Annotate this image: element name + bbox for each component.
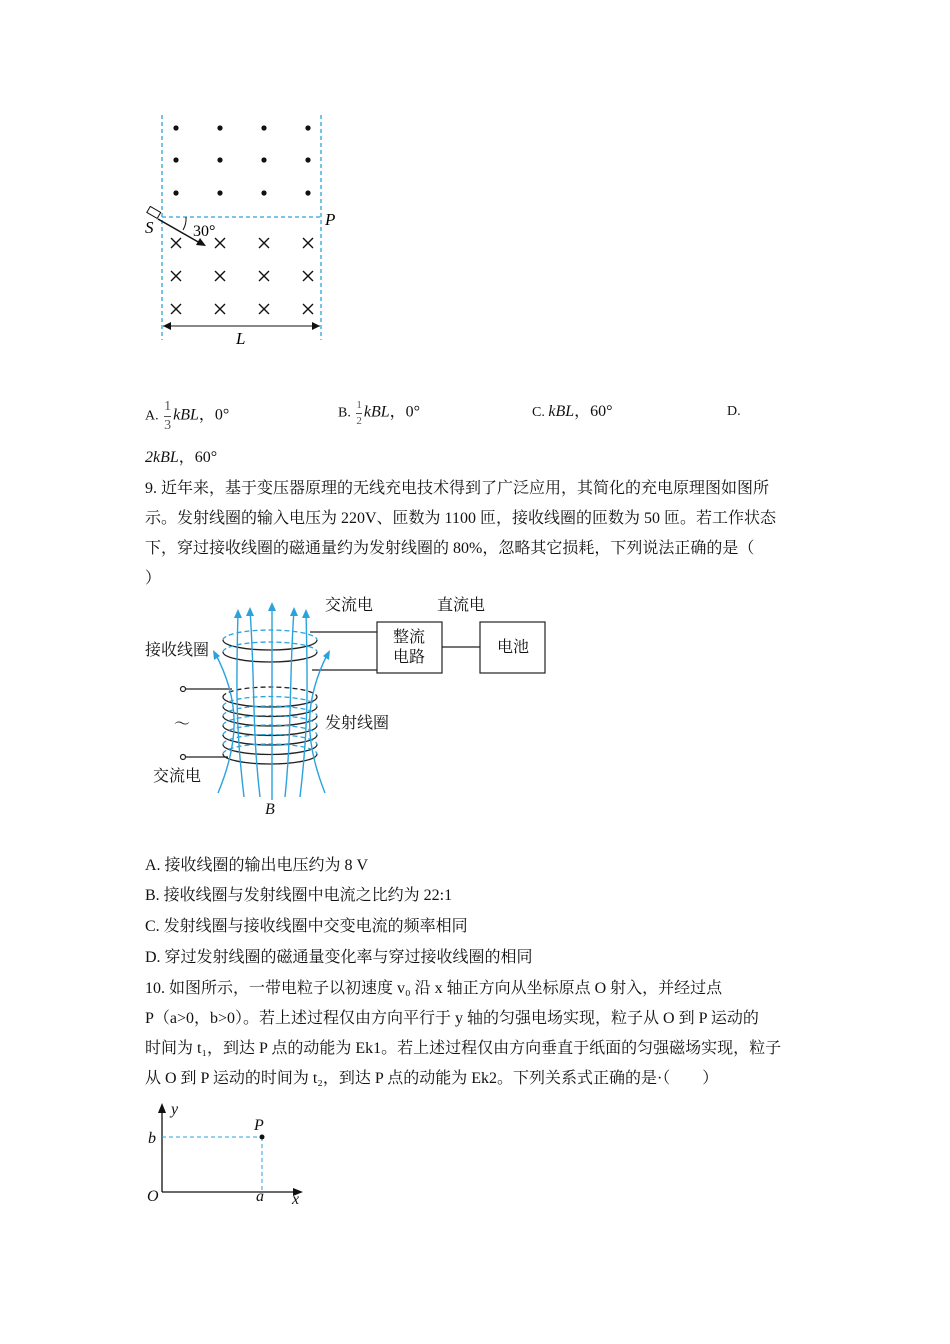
label-b-field: B	[265, 801, 275, 818]
label-transmitter: 发射线圈	[325, 715, 390, 732]
field-dot	[261, 190, 266, 195]
field-cross	[215, 271, 225, 281]
option-letter: C.	[532, 405, 545, 420]
option-b[interactable]: B. $\frac{1}{2}$ kBL，0°	[338, 399, 421, 427]
field-dot	[305, 190, 310, 195]
option-a[interactable]: A. $\frac{1}{3}$ kBL，0°	[145, 399, 230, 433]
label-ac-bottom: 交流电	[153, 768, 202, 785]
field-dot	[305, 125, 310, 130]
field-dot	[305, 157, 310, 162]
wireless-charging-figure	[181, 602, 546, 800]
label-y: y	[171, 1101, 179, 1118]
q9-option-b[interactable]: B. 接收线圈与发射线圈中电流之比约为 22:1	[145, 887, 453, 904]
field-dot	[217, 157, 222, 162]
q10-line: 时间为 t₁，到达 P 点的动能为 Ek1。若上述过程仅由方向垂直于纸面的匀强磁场实现，粒子	[145, 1040, 782, 1057]
option-d-letter[interactable]: D.	[727, 404, 741, 419]
option-letter: B.	[338, 405, 351, 421]
terminal	[181, 687, 186, 692]
field-dot	[217, 190, 222, 195]
label-l: L	[236, 329, 246, 348]
q9-option-a[interactable]: A. 接收线圈的输出电压约为 8 V	[145, 857, 369, 874]
field-cross	[171, 304, 181, 314]
label-o: O	[147, 1188, 159, 1205]
field-dot	[217, 125, 222, 130]
transmitter-loop	[223, 745, 317, 755]
label-s: S	[145, 218, 154, 237]
q9-line: 示。发射线圈的输入电压为 220V、匝数为 1100 匝，接收线圈的匝数为 50 匝。若工作状态	[145, 510, 776, 527]
field-cross	[259, 271, 269, 281]
field-cross	[259, 304, 269, 314]
field-dot	[173, 190, 178, 195]
label-dc: 直流电	[437, 597, 486, 614]
field-cross	[303, 238, 313, 248]
label-angle: 30°	[193, 223, 216, 240]
q10-line: P（a>0，b>0）。若上述过程仅由方向平行于 y 轴的匀强电场实现，粒子从 O 到 P 运动的	[145, 1010, 759, 1027]
label-a: a	[256, 1188, 264, 1205]
field-in-crosses	[171, 238, 313, 314]
q9-line: 下，穿过接收线圈的磁通量约为发射线圈的 80%，忽略其它损耗，下列说法正确的是（	[145, 540, 755, 557]
terminal	[181, 755, 186, 760]
field-cross	[303, 271, 313, 281]
option-letter: A.	[145, 408, 159, 424]
field-cross	[171, 238, 181, 248]
option-d[interactable]: 2kBL，60°	[145, 449, 218, 466]
label-rectifier-2: 电路	[393, 649, 426, 666]
label-x: x	[292, 1191, 300, 1208]
option-c[interactable]: C. kBL，60°	[532, 403, 613, 420]
field-dot	[261, 125, 266, 130]
field-dot	[173, 125, 178, 130]
q10-line: 10. 如图所示，一带电粒子以初速度 v₀ 沿 x 轴正方向从坐标原点 O 射入，并经过点	[145, 980, 723, 997]
fraction: $\frac{1}{3}$	[164, 399, 172, 433]
field-dot	[173, 157, 178, 162]
q9-option-d[interactable]: D. 穿过发射线圈的磁通量变化率与穿过接收线圈的相同	[145, 949, 533, 966]
label-battery: 电池	[497, 639, 530, 656]
q10-line: 从 O 到 P 运动的时间为 t₂，到达 P 点的动能为 Ek2。下列关系式正确的是·（ ）	[145, 1070, 719, 1087]
label-receiver: 接收线圈	[145, 642, 210, 659]
field-dot	[261, 157, 266, 162]
label-p: P	[325, 210, 336, 229]
field-cross	[215, 304, 225, 314]
coordinate-figure	[158, 1103, 303, 1196]
field-cross	[171, 271, 181, 281]
fraction: $\frac{1}{2}$	[356, 399, 362, 427]
label-ac-top: 交流电	[325, 597, 374, 614]
field-out-dots	[173, 125, 310, 195]
q9-option-c[interactable]: C. 发射线圈与接收线圈中交变电流的频率相同	[145, 918, 468, 935]
label-b: b	[148, 1130, 156, 1147]
label-p2: P	[254, 1117, 264, 1134]
field-cross	[215, 238, 225, 248]
q9-line: 9. 近年来，基于变压器原理的无线充电技术得到了广泛应用，其简化的充电原理图如图所	[145, 480, 770, 497]
field-cross	[259, 238, 269, 248]
field-cross	[303, 304, 313, 314]
q9-line: ）	[145, 570, 162, 587]
particle-source	[147, 206, 161, 218]
label-tilde: ～	[174, 716, 191, 733]
label-rectifier-1: 整流	[393, 629, 426, 646]
